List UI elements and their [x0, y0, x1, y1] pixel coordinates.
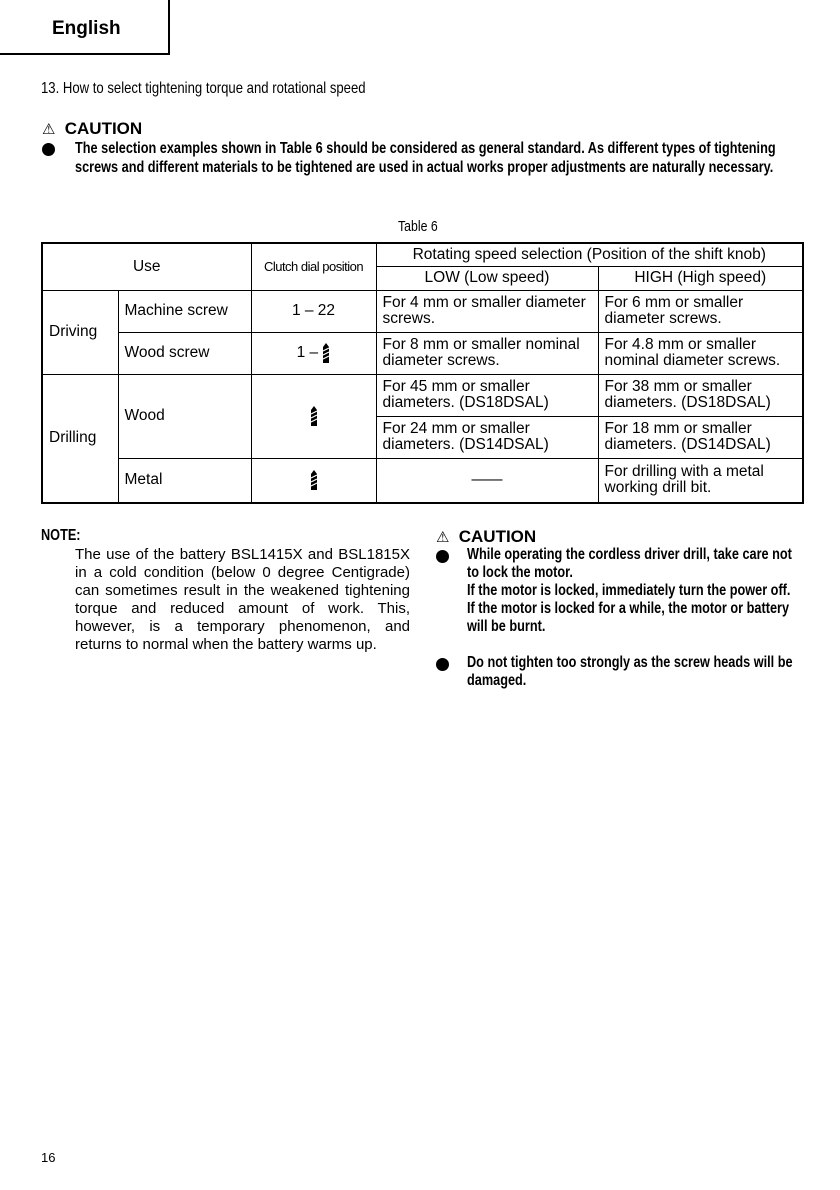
low-speed-cell: For 8 mm or smaller nominal diameter screws. [376, 332, 598, 374]
bullet-icon [42, 143, 55, 156]
high-speed-cell: For 6 mm or smaller diameter screws. [598, 290, 803, 332]
clutch-value [251, 458, 376, 503]
header-low: LOW (Low speed) [376, 266, 598, 290]
driving-cell: Driving [42, 290, 118, 374]
page-number: 16 [41, 1150, 56, 1165]
use-label: Wood screw [118, 332, 251, 374]
high-speed-cell: For 38 mm or smaller diameters. (DS18DSAL) [598, 374, 803, 416]
bullet-icon [436, 550, 449, 563]
low-speed-cell: For 4 mm or smaller diameter screws. [376, 290, 598, 332]
caution2-text: While operating the cordless driver drill, take care not to lock the motor. [467, 546, 792, 581]
header-high: HIGH (High speed) [598, 266, 803, 290]
table-6 [41, 242, 804, 504]
section-heading: 13. How to select tightening torque and rotational speed [41, 80, 366, 97]
use-label: Machine screw [118, 290, 251, 332]
low-speed-cell: For 45 mm or smaller diameters. (DS18DSAL) [376, 374, 598, 416]
caution2-item [467, 546, 800, 636]
caution2-item: Do not tighten too strongly as the screw heads will be damaged. [467, 654, 793, 689]
high-speed-cell: For 4.8 mm or smaller nominal diameter screws. [598, 332, 803, 374]
table-row [42, 374, 803, 416]
warning-triangle-icon: ⚠ [42, 121, 56, 138]
caution-title-2: ⚠ CAUTION [436, 527, 537, 546]
use-label: Metal [118, 458, 251, 503]
table-row [42, 458, 803, 503]
language-tab: English [0, 0, 170, 55]
header-speed: Rotating speed selection (Position of the shift knob) [376, 243, 803, 266]
drilling-cell: Drilling [42, 374, 118, 503]
bullet-icon [436, 658, 449, 671]
caution-text: The selection examples shown in Table 6 should be considered as general standard. As different types of tightening screws and different materials to be tightened are used in actual works proper adjustments are naturally necessary. [75, 140, 776, 176]
header-use: Use [42, 243, 251, 290]
low-speed-cell: —— [376, 458, 598, 503]
high-speed-cell: For 18 mm or smaller diameters. (DS14DSAL) [598, 416, 803, 458]
drill-bit-icon [322, 343, 330, 363]
header-clutch: Clutch dial position [251, 243, 376, 290]
use-label: Wood [118, 374, 251, 458]
clutch-value: 1 – 22 [251, 290, 376, 332]
table-caption: Table 6 [398, 218, 438, 235]
low-speed-cell: For 24 mm or smaller diameters. (DS14DSAL) [376, 416, 598, 458]
warning-triangle-icon: ⚠ [436, 529, 450, 546]
caution-title: ⚠ CAUTION [42, 119, 143, 138]
drill-bit-icon [310, 470, 318, 490]
caution2-text: If the motor is locked, immediately turn the power off. [467, 582, 791, 599]
caution2-text: If the motor is locked for a while, the motor or battery will be burnt. [467, 600, 790, 635]
drill-bit-icon [310, 406, 318, 426]
note-title: NOTE: [41, 527, 81, 544]
table-row [42, 290, 803, 332]
clutch-value [251, 374, 376, 458]
clutch-value: 1 – [251, 332, 376, 374]
table-row [42, 332, 803, 374]
high-speed-cell: For drilling with a metal working drill bit. [598, 458, 803, 503]
note-text: The use of the battery BSL1415X and BSL1815X in a cold condition (below 0 degree Centigrade) can sometimes result in the weakened tightening torque and reduced amount of work. This, however, is a temporary phenomenon, and returns to normal when the battery warms up. [75, 546, 410, 653]
